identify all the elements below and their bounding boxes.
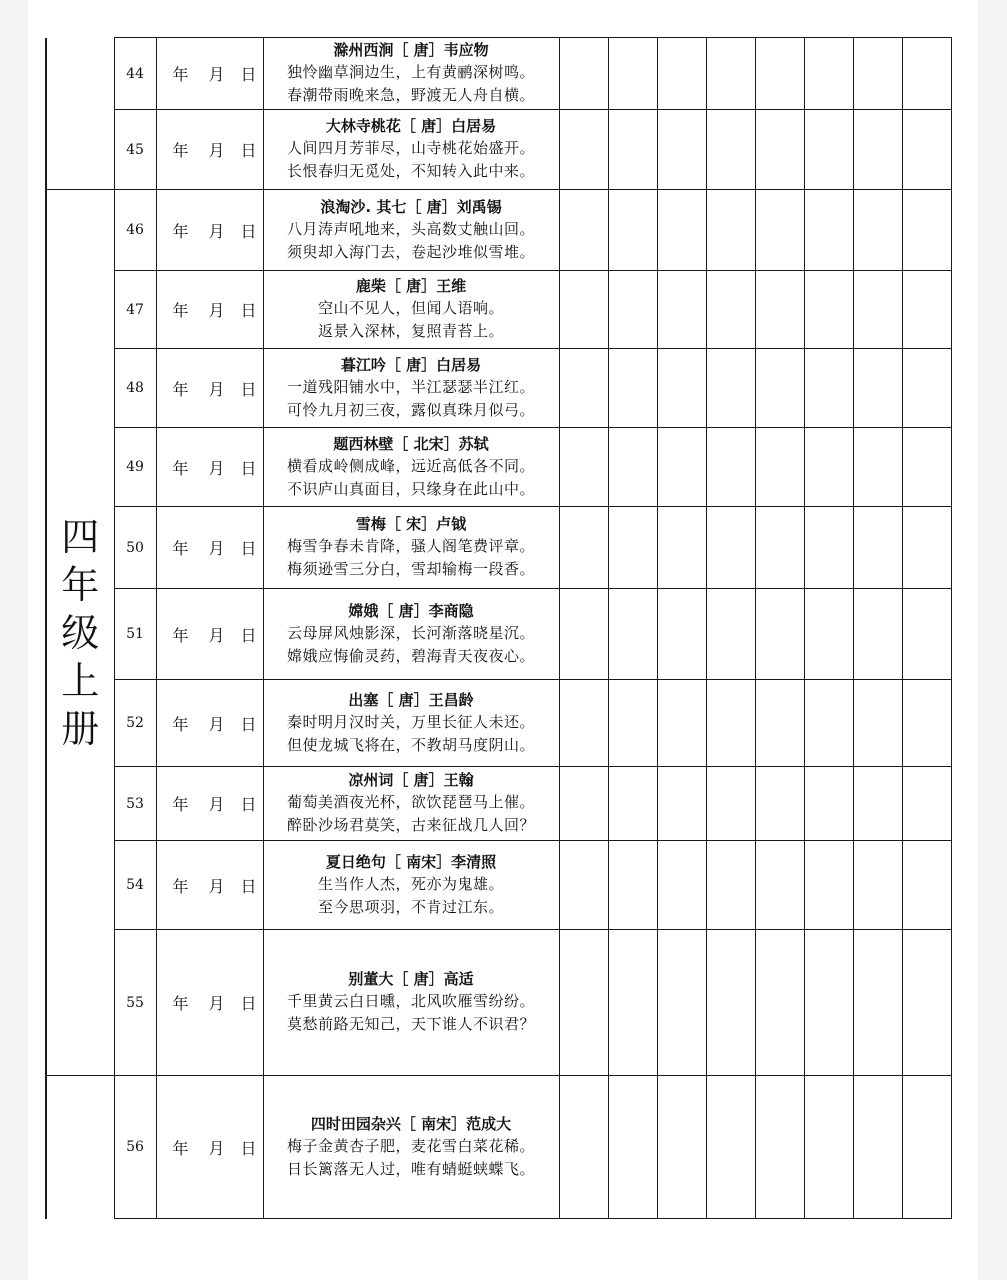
check-box[interactable] <box>804 841 853 930</box>
grade-label: 四 年 级 上 册 <box>61 514 100 751</box>
check-box[interactable] <box>559 190 608 271</box>
check-box[interactable] <box>902 767 951 841</box>
poem-cell <box>263 767 559 841</box>
date-year-label: 年 <box>172 301 189 320</box>
date-field[interactable] <box>156 841 263 930</box>
poem-cell <box>263 841 559 930</box>
poem-cell <box>263 349 559 428</box>
check-box[interactable] <box>755 190 804 271</box>
check-box[interactable] <box>853 38 902 110</box>
row-number: 50 <box>114 507 156 589</box>
poem-line: 生当作人杰，死亦为鬼雄。 <box>317 874 504 893</box>
poem-cell <box>263 680 559 767</box>
check-box[interactable] <box>559 767 608 841</box>
check-box[interactable] <box>804 349 853 428</box>
poem-checklist-table <box>45 37 952 1219</box>
check-box[interactable] <box>902 190 951 271</box>
date-day-label: 日 <box>240 625 257 645</box>
check-box[interactable] <box>706 190 755 271</box>
poem-line: 须臾却入海门去，卷起沙堆似雪堆。 <box>286 242 535 261</box>
poem-title: 嫦娥［ 唐］李商隐 <box>348 601 474 620</box>
check-box[interactable] <box>706 767 755 841</box>
check-box[interactable] <box>902 110 951 190</box>
check-box[interactable] <box>853 428 902 507</box>
check-box[interactable] <box>608 680 657 767</box>
date-year-label: 年 <box>172 876 189 896</box>
poem-title: 出塞［ 唐］王昌龄 <box>348 690 474 709</box>
check-box[interactable] <box>755 1076 804 1219</box>
row-number: 49 <box>114 428 156 507</box>
check-box[interactable] <box>853 349 902 428</box>
date-field[interactable] <box>156 930 263 1076</box>
row-number: 45 <box>114 110 156 190</box>
poem-title: 题西林壁［ 北宋］苏轼 <box>333 434 489 453</box>
date-month-label: 月 <box>208 65 225 84</box>
check-box[interactable] <box>804 428 853 507</box>
check-box[interactable] <box>657 767 706 841</box>
check-box[interactable] <box>657 841 706 930</box>
date-year-label: 年 <box>172 625 189 645</box>
check-box[interactable] <box>657 1076 706 1219</box>
date-month-label: 月 <box>208 994 225 1013</box>
table-row <box>46 190 951 271</box>
check-box[interactable] <box>559 38 608 110</box>
row-number: 52 <box>114 680 156 767</box>
check-box[interactable] <box>755 930 804 1076</box>
poem-title: 大林寺桃花［ 唐］白居易 <box>325 117 497 135</box>
date-year-label: 年 <box>172 379 189 399</box>
check-box[interactable] <box>608 38 657 110</box>
poem-line: 葡萄美酒夜光杯，欲饮琵琶马上催。 <box>286 793 535 811</box>
check-box[interactable] <box>804 930 853 1076</box>
check-box[interactable] <box>853 841 902 930</box>
date-year-label: 年 <box>172 141 189 160</box>
check-box[interactable] <box>657 38 706 110</box>
poem-line: 长恨春归无觅处，不知转入此中来。 <box>286 162 535 180</box>
check-box[interactable] <box>902 1076 951 1219</box>
date-field[interactable] <box>156 428 263 507</box>
date-year-label: 年 <box>172 1138 189 1158</box>
poem-title: 鹿柴［ 唐］王维 <box>355 277 467 295</box>
check-box[interactable] <box>902 680 951 767</box>
poem-line: 日长篱落无人过，唯有蜻蜓蛱蝶飞。 <box>286 1159 535 1178</box>
check-box[interactable] <box>657 428 706 507</box>
check-box[interactable] <box>608 271 657 349</box>
poem-line: 可怜九月初三夜，露似真珠月似弓。 <box>286 400 535 419</box>
poem-line: 横看成岭侧成峰，远近高低各不同。 <box>286 456 535 475</box>
date-month-label: 月 <box>208 301 225 320</box>
date-year-label: 年 <box>172 994 189 1013</box>
poem-line: 秦时明月汉时关，万里长征人未还。 <box>286 712 535 731</box>
grade-cell <box>46 38 114 190</box>
check-box[interactable] <box>608 190 657 271</box>
check-box[interactable] <box>804 767 853 841</box>
check-box[interactable] <box>657 349 706 428</box>
row-number: 56 <box>114 1076 156 1219</box>
row-number: 53 <box>114 767 156 841</box>
poem-cell <box>263 38 559 110</box>
date-field[interactable] <box>156 110 263 190</box>
check-box[interactable] <box>608 930 657 1076</box>
row-number: 46 <box>114 190 156 271</box>
check-box[interactable] <box>559 841 608 930</box>
table-row <box>46 110 951 190</box>
table-row <box>46 589 951 680</box>
poem-title: 浪淘沙. 其七［ 唐］刘禹锡 <box>320 197 502 216</box>
check-box[interactable] <box>706 589 755 680</box>
date-month-label: 月 <box>208 876 225 896</box>
row-number: 48 <box>114 349 156 428</box>
poem-line: 梅雪争春未肯降，骚人阁笔费评章。 <box>286 537 535 555</box>
check-box[interactable] <box>755 349 804 428</box>
date-day-label: 日 <box>240 994 257 1013</box>
date-day-label: 日 <box>240 539 257 558</box>
check-box[interactable] <box>804 110 853 190</box>
date-field[interactable] <box>156 680 263 767</box>
date-field[interactable] <box>156 507 263 589</box>
date-year-label: 年 <box>172 539 189 558</box>
check-box[interactable] <box>559 507 608 589</box>
poem-title: 滁州西涧［ 唐］韦应物 <box>333 41 489 59</box>
check-box[interactable] <box>706 271 755 349</box>
check-box[interactable] <box>657 507 706 589</box>
check-box[interactable] <box>559 680 608 767</box>
check-box[interactable] <box>902 38 951 110</box>
check-box[interactable] <box>902 428 951 507</box>
date-month-label: 月 <box>208 1138 225 1158</box>
check-box[interactable] <box>706 1076 755 1219</box>
check-box[interactable] <box>608 349 657 428</box>
date-day-label: 日 <box>240 141 257 160</box>
check-box[interactable] <box>559 349 608 428</box>
check-box[interactable] <box>706 680 755 767</box>
check-box[interactable] <box>755 38 804 110</box>
date-month-label: 月 <box>208 221 225 241</box>
check-box[interactable] <box>804 190 853 271</box>
poem-title: 别董大［ 唐］高适 <box>348 970 474 988</box>
date-field[interactable] <box>156 271 263 349</box>
date-year-label: 年 <box>172 458 189 478</box>
grade-cell <box>46 190 114 1076</box>
poem-cell <box>263 589 559 680</box>
check-box[interactable] <box>755 271 804 349</box>
poem-cell <box>263 271 559 349</box>
check-box[interactable] <box>853 930 902 1076</box>
check-box[interactable] <box>706 38 755 110</box>
date-month-label: 月 <box>208 714 225 734</box>
poem-line: 不识庐山真面目，只缘身在此山中。 <box>286 479 535 498</box>
table-row <box>46 680 951 767</box>
check-box[interactable] <box>902 349 951 428</box>
check-box[interactable] <box>804 589 853 680</box>
row-number: 51 <box>114 589 156 680</box>
check-box[interactable] <box>559 110 608 190</box>
poem-title: 夏日绝句［ 南宋］李清照 <box>325 852 497 871</box>
table-row <box>46 349 951 428</box>
date-day-label: 日 <box>240 379 257 399</box>
poem-line: 嫦娥应悔偷灵药，碧海青天夜夜心。 <box>286 646 535 665</box>
check-box[interactable] <box>559 271 608 349</box>
check-box[interactable] <box>608 841 657 930</box>
poem-title: 四时田园杂兴［ 南宋］范成大 <box>310 1114 512 1133</box>
check-box[interactable] <box>853 271 902 349</box>
date-year-label: 年 <box>172 221 189 241</box>
check-box[interactable] <box>559 428 608 507</box>
check-box[interactable] <box>804 38 853 110</box>
date-day-label: 日 <box>240 458 257 478</box>
check-box[interactable] <box>657 190 706 271</box>
check-box[interactable] <box>755 428 804 507</box>
date-day-label: 日 <box>240 714 257 734</box>
poem-line: 人间四月芳菲尽，山寺桃花始盛开。 <box>286 139 535 157</box>
table-row <box>46 38 951 110</box>
table-row <box>46 271 951 349</box>
date-day-label: 日 <box>240 1138 257 1158</box>
table-row <box>46 1076 951 1219</box>
check-box[interactable] <box>608 428 657 507</box>
poem-cell <box>263 507 559 589</box>
check-box[interactable] <box>608 1076 657 1219</box>
check-box[interactable] <box>853 507 902 589</box>
poem-line: 千里黄云白日曛，北风吹雁雪纷纷。 <box>286 992 535 1010</box>
date-field[interactable] <box>156 349 263 428</box>
poem-line: 春潮带雨晚来急，野渡无人舟自横。 <box>286 86 535 104</box>
table-row <box>46 767 951 841</box>
check-box[interactable] <box>657 589 706 680</box>
check-box[interactable] <box>559 1076 608 1219</box>
check-box[interactable] <box>559 589 608 680</box>
poem-line: 醉卧沙场君莫笑，古来征战几人回？ <box>286 816 535 834</box>
date-month-label: 月 <box>208 379 225 399</box>
date-field[interactable] <box>156 1076 263 1219</box>
check-box[interactable] <box>755 507 804 589</box>
date-day-label: 日 <box>240 301 257 320</box>
row-number: 44 <box>114 38 156 110</box>
date-field[interactable] <box>156 38 263 110</box>
check-box[interactable] <box>853 190 902 271</box>
check-box[interactable] <box>902 507 951 589</box>
poem-line: 独怜幽草涧边生，上有黄鹂深树鸣。 <box>286 63 535 81</box>
poem-title: 雪梅［ 宋］卢钺 <box>355 515 467 533</box>
poem-line: 但使龙城飞将在，不教胡马度阴山。 <box>286 735 535 754</box>
poem-cell <box>263 110 559 190</box>
poem-cell <box>263 930 559 1076</box>
date-year-label: 年 <box>172 65 189 84</box>
poem-line: 云母屏风烛影深，长河渐落晓星沉。 <box>286 623 535 642</box>
check-box[interactable] <box>804 1076 853 1219</box>
check-box[interactable] <box>608 767 657 841</box>
poem-line: 空山不见人，但闻人语响。 <box>317 299 504 317</box>
check-box[interactable] <box>706 349 755 428</box>
check-box[interactable] <box>853 589 902 680</box>
poem-line: 莫愁前路无知己，天下谁人不识君？ <box>286 1015 535 1033</box>
check-box[interactable] <box>657 930 706 1076</box>
date-month-label: 月 <box>208 539 225 558</box>
check-box[interactable] <box>559 930 608 1076</box>
date-day-label: 日 <box>240 876 257 896</box>
date-day-label: 日 <box>240 795 257 814</box>
poem-cell <box>263 1076 559 1219</box>
date-month-label: 月 <box>208 458 225 478</box>
check-box[interactable] <box>804 680 853 767</box>
check-box[interactable] <box>608 507 657 589</box>
check-box[interactable] <box>902 841 951 930</box>
check-box[interactable] <box>853 680 902 767</box>
check-box[interactable] <box>755 589 804 680</box>
check-box[interactable] <box>804 271 853 349</box>
poem-title: 暮江吟［ 唐］白居易 <box>340 355 482 374</box>
check-box[interactable] <box>755 110 804 190</box>
check-box[interactable] <box>706 841 755 930</box>
grade-cell <box>46 1076 114 1219</box>
date-year-label: 年 <box>172 714 189 734</box>
date-month-label: 月 <box>208 795 225 814</box>
date-month-label: 月 <box>208 141 225 160</box>
check-box[interactable] <box>902 930 951 1076</box>
check-box[interactable] <box>608 589 657 680</box>
date-field[interactable] <box>156 767 263 841</box>
date-month-label: 月 <box>208 625 225 645</box>
check-box[interactable] <box>608 110 657 190</box>
check-box[interactable] <box>755 680 804 767</box>
check-box[interactable] <box>657 110 706 190</box>
check-box[interactable] <box>902 589 951 680</box>
check-box[interactable] <box>706 428 755 507</box>
poem-line: 梅须逊雪三分白，雪却输梅一段香。 <box>286 560 535 578</box>
table-row <box>46 428 951 507</box>
poem-title: 凉州词［ 唐］王翰 <box>348 771 474 789</box>
check-box[interactable] <box>657 271 706 349</box>
poem-line: 返景入深林，复照青苔上。 <box>317 322 504 340</box>
check-box[interactable] <box>902 271 951 349</box>
check-box[interactable] <box>804 507 853 589</box>
row-number: 55 <box>114 930 156 1076</box>
table-row <box>46 841 951 930</box>
poem-line: 梅子金黄杏子肥，麦花雪白菜花稀。 <box>286 1136 535 1155</box>
poem-line: 八月涛声吼地来，头高数丈触山回。 <box>286 219 535 238</box>
date-field[interactable] <box>156 589 263 680</box>
date-day-label: 日 <box>240 221 257 241</box>
check-box[interactable] <box>706 930 755 1076</box>
row-number: 47 <box>114 271 156 349</box>
check-box[interactable] <box>706 110 755 190</box>
check-box[interactable] <box>853 1076 902 1219</box>
check-box[interactable] <box>706 507 755 589</box>
table-row <box>46 507 951 589</box>
table-row <box>46 930 951 1076</box>
poem-cell <box>263 428 559 507</box>
check-box[interactable] <box>853 767 902 841</box>
check-box[interactable] <box>755 841 804 930</box>
poem-line: 至今思项羽，不肯过江东。 <box>317 897 504 916</box>
row-number: 54 <box>114 841 156 930</box>
check-box[interactable] <box>657 680 706 767</box>
check-box[interactable] <box>853 110 902 190</box>
date-field[interactable] <box>156 190 263 271</box>
date-year-label: 年 <box>172 795 189 814</box>
poem-cell <box>263 190 559 271</box>
poem-line: 一道残阳铺水中，半江瑟瑟半江红。 <box>286 377 535 396</box>
date-day-label: 日 <box>240 65 257 84</box>
check-box[interactable] <box>755 767 804 841</box>
